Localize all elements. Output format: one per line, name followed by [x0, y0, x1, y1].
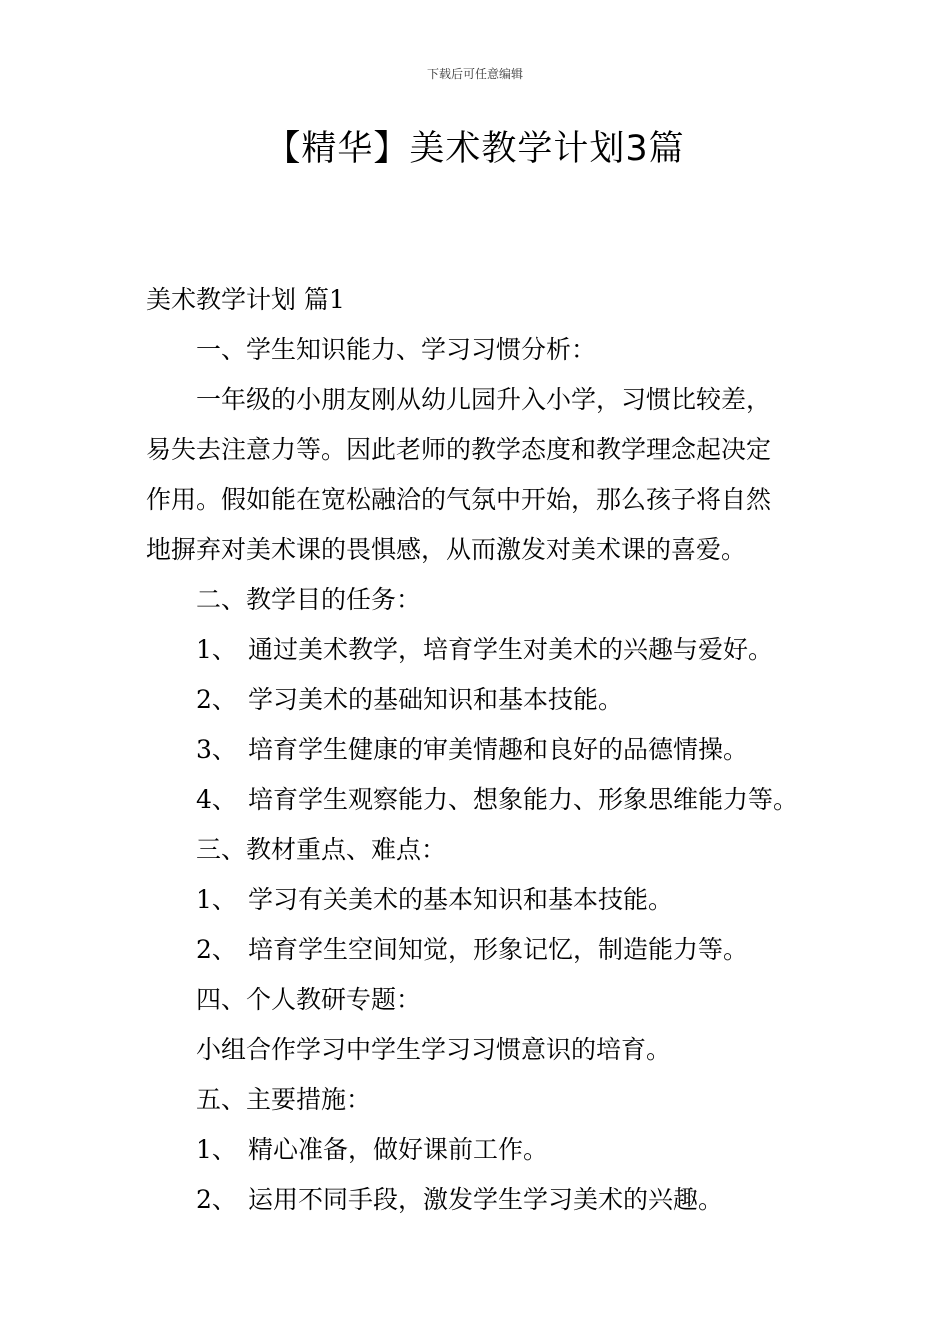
list-item-number: 1、 — [196, 1135, 237, 1164]
list-item-text: 学习美术的基础知识和基本技能。 — [248, 685, 624, 714]
heading-line: 二、教学目的任务： — [196, 585, 422, 614]
list-item-number: 3、 — [196, 735, 237, 764]
list-item-text: 运用不同手段，激发学生学习美术的兴趣。 — [248, 1185, 724, 1214]
list-item — [146, 1125, 816, 1175]
list-item-text: 培育学生空间知觉，形象记忆，制造能力等。 — [248, 935, 749, 964]
heading-line: 五、主要措施： — [196, 1085, 372, 1114]
list-item-text: 培育学生观察能力、想象能力、形象思维能力等。 — [248, 785, 799, 814]
heading-line: 四、个人教研专题： — [196, 985, 422, 1014]
list-item-number: 4、 — [196, 785, 237, 814]
section-label: 美术教学计划 篇1 — [146, 285, 345, 314]
list-item — [146, 1175, 816, 1225]
list-item-number: 2、 — [196, 685, 237, 714]
list-item-number: 2、 — [196, 935, 237, 964]
list-item-number: 2、 — [196, 1185, 237, 1214]
list-item — [146, 725, 816, 775]
paragraph-line: 地摒弃对美术课的畏惧感，从而激发对美术课的喜爱。 — [146, 535, 747, 564]
list-item — [146, 775, 816, 825]
paragraph-line: 一年级的小朋友刚从幼儿园升入小学，习惯比较差， — [196, 385, 772, 414]
document-body — [146, 275, 816, 1225]
paragraph-line: 易失去注意力等。因此老师的教学态度和教学理念起决定 — [146, 435, 772, 464]
document-title: 【精华】美术教学计划3篇 — [265, 129, 685, 169]
heading-line: 三、教材重点、难点： — [196, 835, 447, 864]
list-item — [146, 675, 816, 725]
list-item — [146, 875, 816, 925]
list-item — [146, 925, 816, 975]
list-item-text: 精心准备，做好课前工作。 — [248, 1135, 549, 1164]
list-item-number: 1、 — [196, 635, 237, 664]
list-item-number: 1、 — [196, 885, 237, 914]
paragraph-line: 作用。假如能在宽松融洽的气氛中开始，那么孩子将自然 — [146, 485, 772, 514]
page-header-note: 下载后可任意编辑 — [426, 67, 523, 81]
list-item-text: 培育学生健康的审美情趣和良好的品德情操。 — [248, 735, 749, 764]
paragraph-line: 小组合作学习中学生学习习惯意识的培育。 — [196, 1035, 672, 1064]
list-item-text: 通过美术教学，培育学生对美术的兴趣与爱好。 — [248, 635, 774, 664]
heading-line: 一、学生知识能力、学习习惯分析： — [196, 335, 597, 364]
list-item-text: 学习有关美术的基本知识和基本技能。 — [248, 885, 674, 914]
list-item — [146, 625, 816, 675]
